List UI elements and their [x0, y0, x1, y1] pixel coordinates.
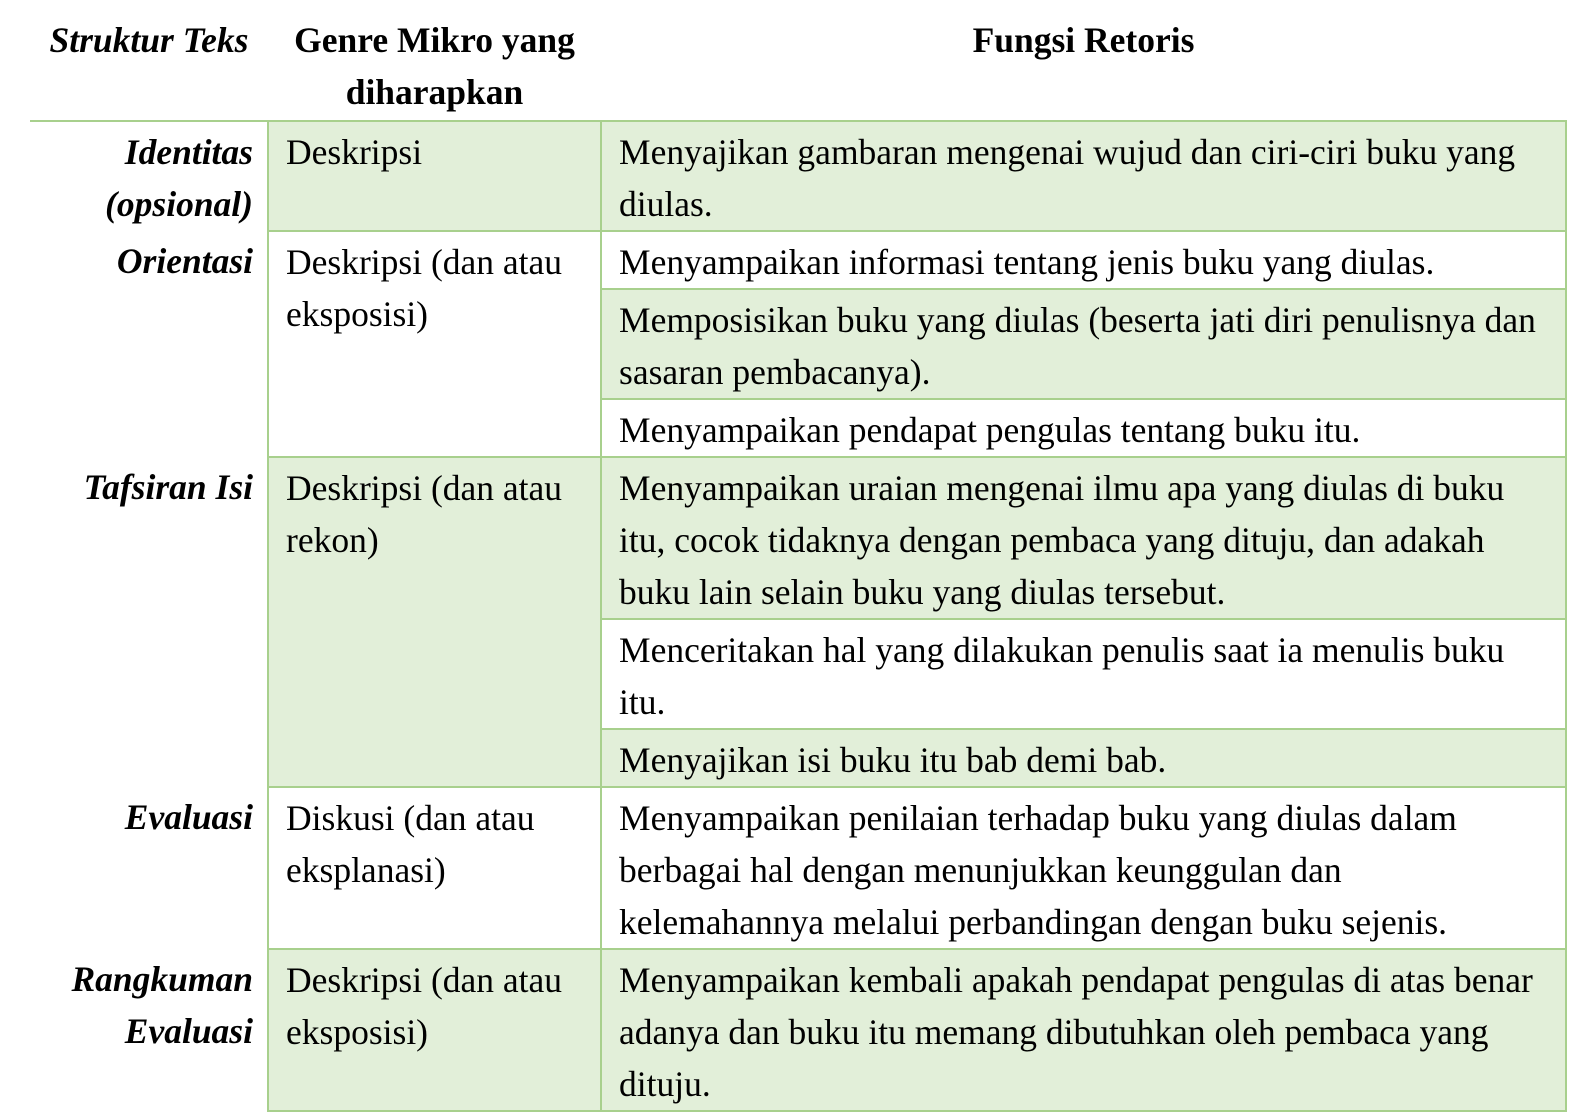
- genre-cell: Deskripsi: [268, 121, 601, 231]
- fungsi-cell: Memposisikan buku yang diulas (beserta jati diri penulisnya dan sasaran pembacanya).: [601, 289, 1566, 399]
- header-fungsi-retoris: Fungsi Retoris: [601, 10, 1566, 121]
- fungsi-cell: Menyajikan gambaran mengenai wujud dan ciri-ciri buku yang diulas.: [601, 121, 1566, 231]
- table-row: [30, 949, 1566, 1111]
- text-structure-table: [30, 10, 1567, 1112]
- table-row: [30, 457, 1566, 619]
- header-struktur-teks: Struktur Teks: [30, 10, 268, 121]
- genre-cell: Deskripsi (dan atau eksposisi): [268, 949, 601, 1111]
- struktur-cell: Evaluasi: [30, 787, 268, 949]
- fungsi-cell: Menyampaikan uraian mengenai ilmu apa yang diulas di buku itu, cocok tidaknya dengan pembaca yang dituju, dan adakah buku lain selain buku yang diulas tersebut.: [601, 457, 1566, 619]
- struktur-cell: Tafsiran Isi: [30, 457, 268, 787]
- fungsi-cell: Menceritakan hal yang dilakukan penulis saat ia menulis buku itu.: [601, 619, 1566, 729]
- header-row: [30, 10, 1566, 121]
- fungsi-cell: Menyampaikan penilaian terhadap buku yang diulas dalam berbagai hal dengan menunjukkan keunggulan dan kelemahannya melalui perbandingan dengan buku sejenis.: [601, 787, 1566, 949]
- fungsi-cell: Menyampaikan kembali apakah pendapat pengulas di atas benar adanya dan buku itu memang dibutuhkan oleh pembaca yang dituju.: [601, 949, 1566, 1111]
- fungsi-cell: Menyampaikan informasi tentang jenis buku yang diulas.: [601, 231, 1566, 289]
- struktur-cell: Identitas (opsional): [30, 121, 268, 231]
- fungsi-cell: Menyampaikan pendapat pengulas tentang buku itu.: [601, 399, 1566, 457]
- table-row: [30, 121, 1566, 231]
- genre-cell: Diskusi (dan atau eksplanasi): [268, 787, 601, 949]
- genre-cell: Deskripsi (dan atau eksposisi): [268, 231, 601, 457]
- genre-cell: Deskripsi (dan atau rekon): [268, 457, 601, 787]
- fungsi-cell: Menyajikan isi buku itu bab demi bab.: [601, 729, 1566, 787]
- table-row: [30, 787, 1566, 949]
- struktur-cell: Orientasi: [30, 231, 268, 457]
- table-row: [30, 231, 1566, 289]
- struktur-cell: Rangkuman Evaluasi: [30, 949, 268, 1111]
- header-genre-mikro: Genre Mikro yang diharapkan: [268, 10, 601, 121]
